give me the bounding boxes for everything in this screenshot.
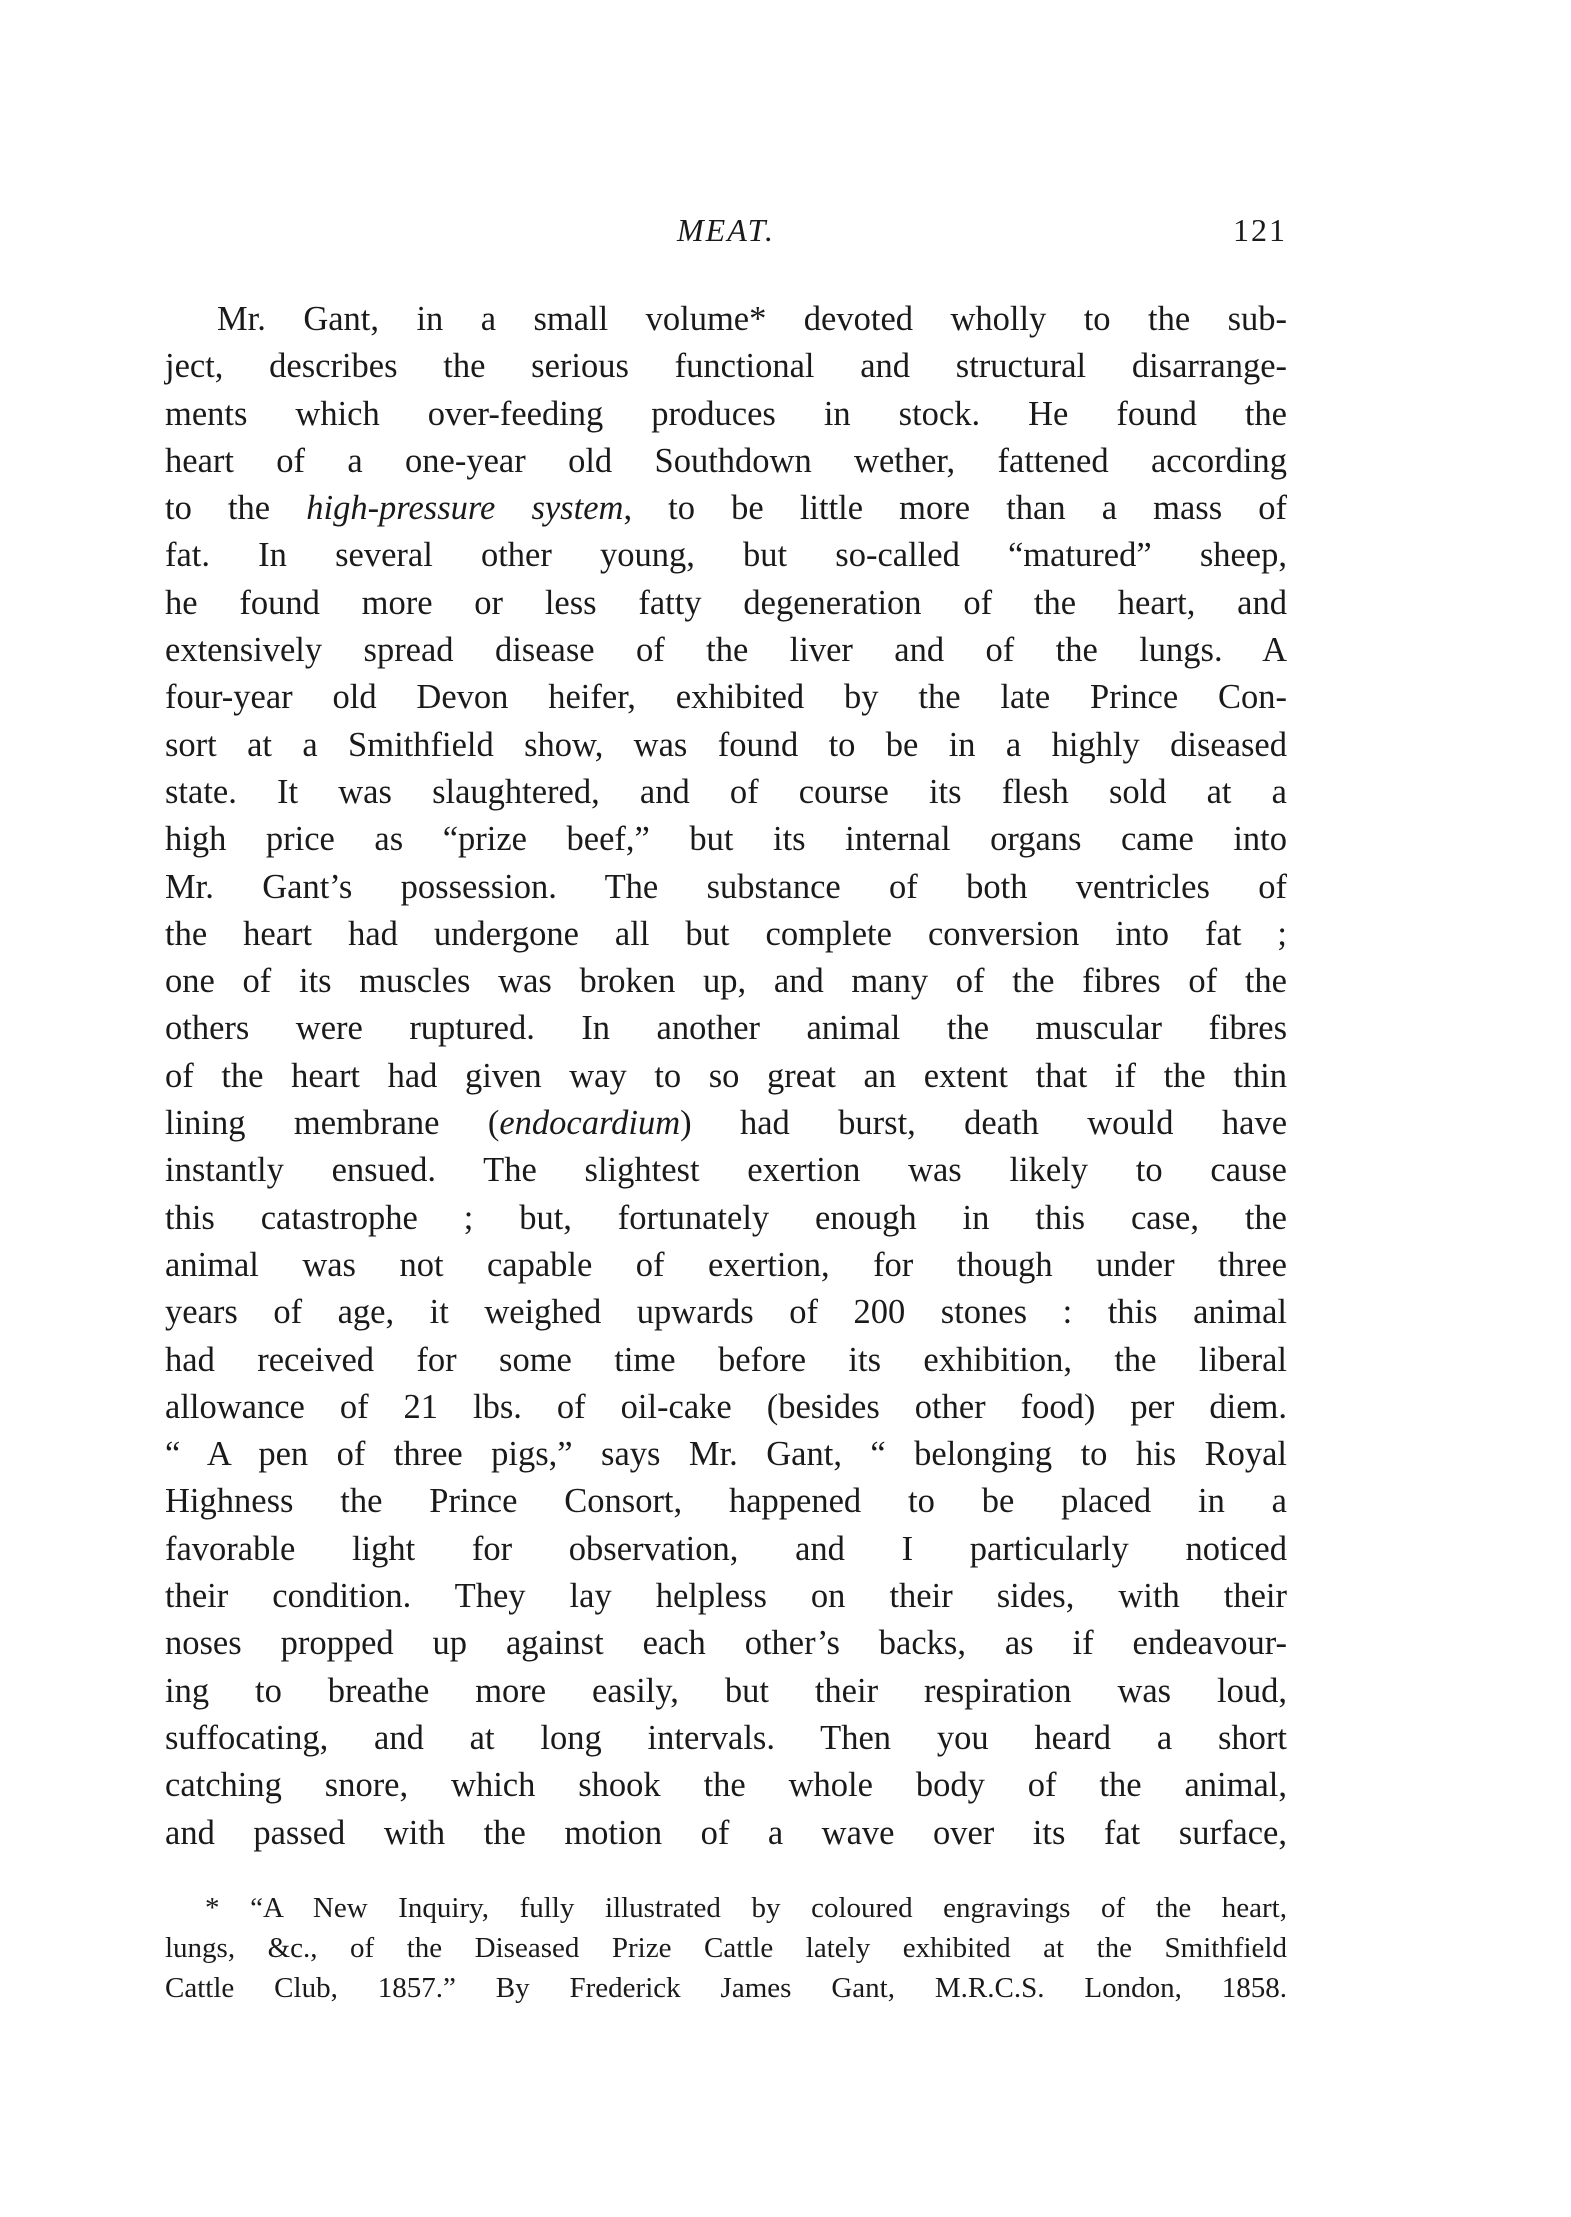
text-segment: state. It was slaughtered, and of course its flesh sold at a bbox=[165, 772, 1287, 811]
page-number: 121 bbox=[1233, 212, 1287, 248]
text-line bbox=[165, 1478, 1287, 1525]
text-line bbox=[165, 1147, 1287, 1194]
text-segment: of the heart had given way to so great an extent that if the thin bbox=[165, 1056, 1287, 1095]
text-segment: high price as “prize beef,” but its internal organs came into bbox=[165, 820, 1287, 859]
text-segment: had received for some time before its exhibition, the liberal bbox=[165, 1340, 1287, 1379]
text-line bbox=[165, 1053, 1287, 1100]
text-segment: others were ruptured. In another animal the muscular fibres bbox=[165, 1009, 1287, 1048]
footnote bbox=[165, 1888, 1287, 2008]
text-segment: Mr. Gant’s possession. The substance of both ventricles of bbox=[165, 867, 1287, 906]
text-line bbox=[165, 627, 1287, 674]
text-line bbox=[165, 343, 1287, 390]
text-line bbox=[165, 1384, 1287, 1431]
text-line bbox=[165, 1337, 1287, 1384]
text-segment: instantly ensued. The slightest exertion was likely to cause bbox=[165, 1151, 1287, 1190]
text-segment: the heart had undergone all but complete conversion into fat ; bbox=[165, 914, 1287, 953]
text-line bbox=[165, 911, 1287, 958]
text-line bbox=[165, 769, 1287, 816]
text-segment: one of its muscles was broken up, and many of the fibres of the bbox=[165, 962, 1287, 1001]
text-segment: allowance of 21 lbs. of oil-cake (besides other food) per diem. bbox=[165, 1387, 1287, 1426]
text-segment: Mr. Gant, in a small volume* devoted wholly to the sub- bbox=[217, 300, 1287, 338]
footnote-line: * “A New Inquiry, fully illustrated by coloured engravings of the heart, bbox=[205, 1892, 1287, 1924]
text-segment: extensively spread disease of the liver and of the lungs. A bbox=[165, 631, 1287, 670]
page-header bbox=[165, 212, 1287, 262]
text-line bbox=[165, 1100, 1287, 1147]
text-segment: their condition. They lay helpless on their sides, with their bbox=[165, 1577, 1287, 1616]
text-segment: favorable light for observation, and I particularly noticed bbox=[165, 1529, 1287, 1568]
text-line bbox=[165, 864, 1287, 911]
text-segment: lining membrane ( bbox=[165, 1104, 500, 1143]
text-segment: and passed with the motion of a wave over its fat surface, bbox=[165, 1813, 1287, 1852]
text-line bbox=[165, 674, 1287, 721]
text-line bbox=[165, 1289, 1287, 1336]
text-segment: this catastrophe ; but, fortunately enough in this case, the bbox=[165, 1198, 1287, 1237]
text-line bbox=[165, 1715, 1287, 1762]
text-line bbox=[165, 1668, 1287, 1715]
text-segment: four-year old Devon heifer, exhibited by the late Prince Con- bbox=[165, 678, 1287, 717]
text-line bbox=[165, 391, 1287, 438]
text-segment: Highness the Prince Consort, happened to be placed in a bbox=[165, 1482, 1287, 1521]
text-segment: catching snore, which shook the whole body of the animal, bbox=[165, 1766, 1287, 1805]
text-line bbox=[165, 1526, 1287, 1573]
text-segment: ject, describes the serious functional and structural disarrange- bbox=[165, 347, 1287, 386]
text-line bbox=[165, 1620, 1287, 1667]
text-line bbox=[165, 532, 1287, 579]
text-segment: sort at a Smithfield show, was found to be in a highly diseased bbox=[165, 725, 1287, 764]
footnote-line: lungs, &c., of the Diseased Prize Cattle lately exhibited at the Smithfield bbox=[165, 1932, 1287, 1964]
italic-text: endocardium bbox=[499, 1104, 681, 1143]
text-line bbox=[165, 1195, 1287, 1242]
text-segment: ) had burst, death would have bbox=[680, 1104, 1288, 1143]
italic-text: high-pressure system bbox=[306, 489, 624, 528]
text-line bbox=[165, 580, 1287, 627]
text-line bbox=[165, 816, 1287, 863]
text-line bbox=[165, 438, 1287, 485]
text-line bbox=[165, 1573, 1287, 1620]
text-segment: , to be little more than a mass of bbox=[623, 489, 1288, 528]
footnote-line: Cattle Club, 1857.” By Frederick James Gant, M.R.C.S. London, 1858. bbox=[165, 1972, 1287, 2004]
running-title: MEAT. bbox=[677, 212, 775, 248]
text-segment: fat. In several other young, but so-called “matured” sheep, bbox=[165, 536, 1287, 575]
text-line bbox=[165, 485, 1287, 532]
text-segment: years of age, it weighed upwards of 200 stones : this animal bbox=[165, 1293, 1287, 1332]
text-line bbox=[165, 958, 1287, 1005]
text-line bbox=[165, 1762, 1287, 1809]
text-line bbox=[165, 722, 1287, 769]
text-segment: to the bbox=[165, 489, 307, 528]
text-line bbox=[165, 1810, 1287, 1857]
text-line bbox=[165, 1005, 1287, 1052]
text-segment: animal was not capable of exertion, for though under three bbox=[165, 1245, 1287, 1284]
text-line bbox=[165, 1242, 1287, 1289]
text-segment: he found more or less fatty degeneration of the heart, and bbox=[165, 583, 1287, 622]
text-segment: heart of a one-year old Southdown wether, fattened according bbox=[165, 441, 1287, 480]
text-segment: ments which over-feeding produces in stock. He found the bbox=[165, 394, 1287, 433]
text-segment: noses propped up against each other’s backs, as if endeavour- bbox=[165, 1624, 1287, 1663]
text-segment: suffocating, and at long intervals. Then you heard a short bbox=[165, 1718, 1287, 1757]
text-segment: ing to breathe more easily, but their respiration was loud, bbox=[165, 1671, 1287, 1710]
text-line bbox=[165, 296, 1287, 343]
body-text bbox=[165, 296, 1287, 1857]
text-segment: “ A pen of three pigs,” says Mr. Gant, “ belonging to his Royal bbox=[165, 1435, 1287, 1474]
text-line bbox=[165, 1431, 1287, 1478]
